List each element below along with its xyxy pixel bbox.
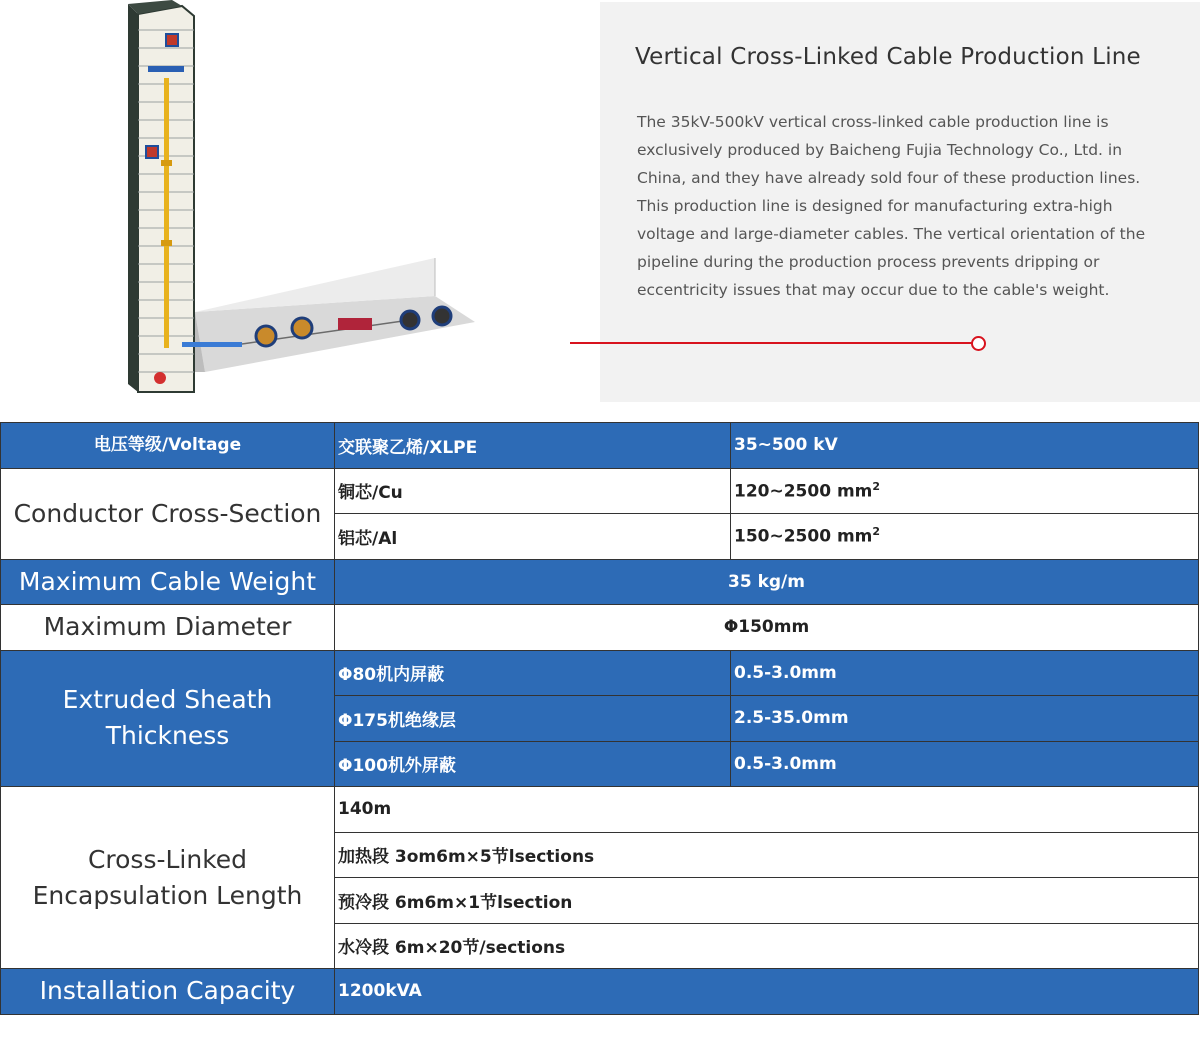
voltage-label: 电压等级/Voltage xyxy=(1,423,335,469)
conductor-material-al: 铝芯/Al xyxy=(335,514,731,560)
table-row-capacity xyxy=(1,969,1199,1015)
sheath-label: Extruded Sheath Thickness xyxy=(1,650,335,787)
table-row-conductor-cu xyxy=(1,468,1199,514)
encapsulation-label: Cross-Linked Encapsulation Length xyxy=(1,787,335,969)
capacity-label: Installation Capacity xyxy=(1,969,335,1015)
production-line-illustration xyxy=(110,0,490,400)
conductor-value-al: 150~2500 $mm^2$ xyxy=(731,514,1199,560)
spec-table xyxy=(0,422,1199,1015)
weight-value: 35 kg/m xyxy=(335,559,1199,605)
decorative-circle-icon xyxy=(971,336,986,351)
encapsulation-value-3: 预冷段 6m6m×1节lsection xyxy=(335,878,1199,924)
info-description: The 35kV-500kV vertical cross-linked cable production line is exclusively produced by Baicheng Fujia Technology Co., Ltd. in China, and they have already sold four of these production lines. This production line is designed for manufacturing extra-high voltage and large-diameter cables. The vertical orientation of the pipeline during the production process prevents dripping or eccentricity issues that may occur due to the cable's weight. xyxy=(637,113,1146,299)
info-title: Vertical Cross-Linked Cable Production Line xyxy=(635,44,1141,70)
encapsulation-value-2: 加热段 3om6m×5节lsections xyxy=(335,832,1199,878)
table-row-sheath-1 xyxy=(1,650,1199,696)
sheath-machine-2: Φ175机绝缘层 xyxy=(335,696,731,742)
encapsulation-value-4: 水冷段 6m×20节/sections xyxy=(335,923,1199,969)
conductor-material-cu: 铜芯/Cu xyxy=(335,468,731,514)
table-row-voltage xyxy=(1,423,1199,469)
voltage-material: 交联聚乙烯/XLPE xyxy=(335,423,731,469)
sheath-value-3: 0.5-3.0mm xyxy=(731,741,1199,787)
sheath-machine-3: Φ100机外屏蔽 xyxy=(335,741,731,787)
voltage-value: 35~500 kV xyxy=(731,423,1199,469)
conductor-value-cu: 120~2500 $mm^2$ xyxy=(731,468,1199,514)
diameter-label: Maximum Diameter xyxy=(1,605,335,651)
table-row-encapsulation-1 xyxy=(1,787,1199,833)
encapsulation-value-1: 140m xyxy=(335,787,1199,833)
conductor-label: Conductor Cross-Section xyxy=(1,468,335,559)
decorative-red-line xyxy=(570,342,972,344)
capacity-value: 1200kVA xyxy=(335,969,1199,1015)
sheath-value-1: 0.5-3.0mm xyxy=(731,650,1199,696)
diameter-value: Φ150mm xyxy=(335,605,1199,651)
sheath-machine-1: Φ80机内屏蔽 xyxy=(335,650,731,696)
table-row-weight xyxy=(1,559,1199,605)
sheath-value-2: 2.5-35.0mm xyxy=(731,696,1199,742)
weight-label: Maximum Cable Weight xyxy=(1,559,335,605)
table-row-diameter xyxy=(1,605,1199,651)
